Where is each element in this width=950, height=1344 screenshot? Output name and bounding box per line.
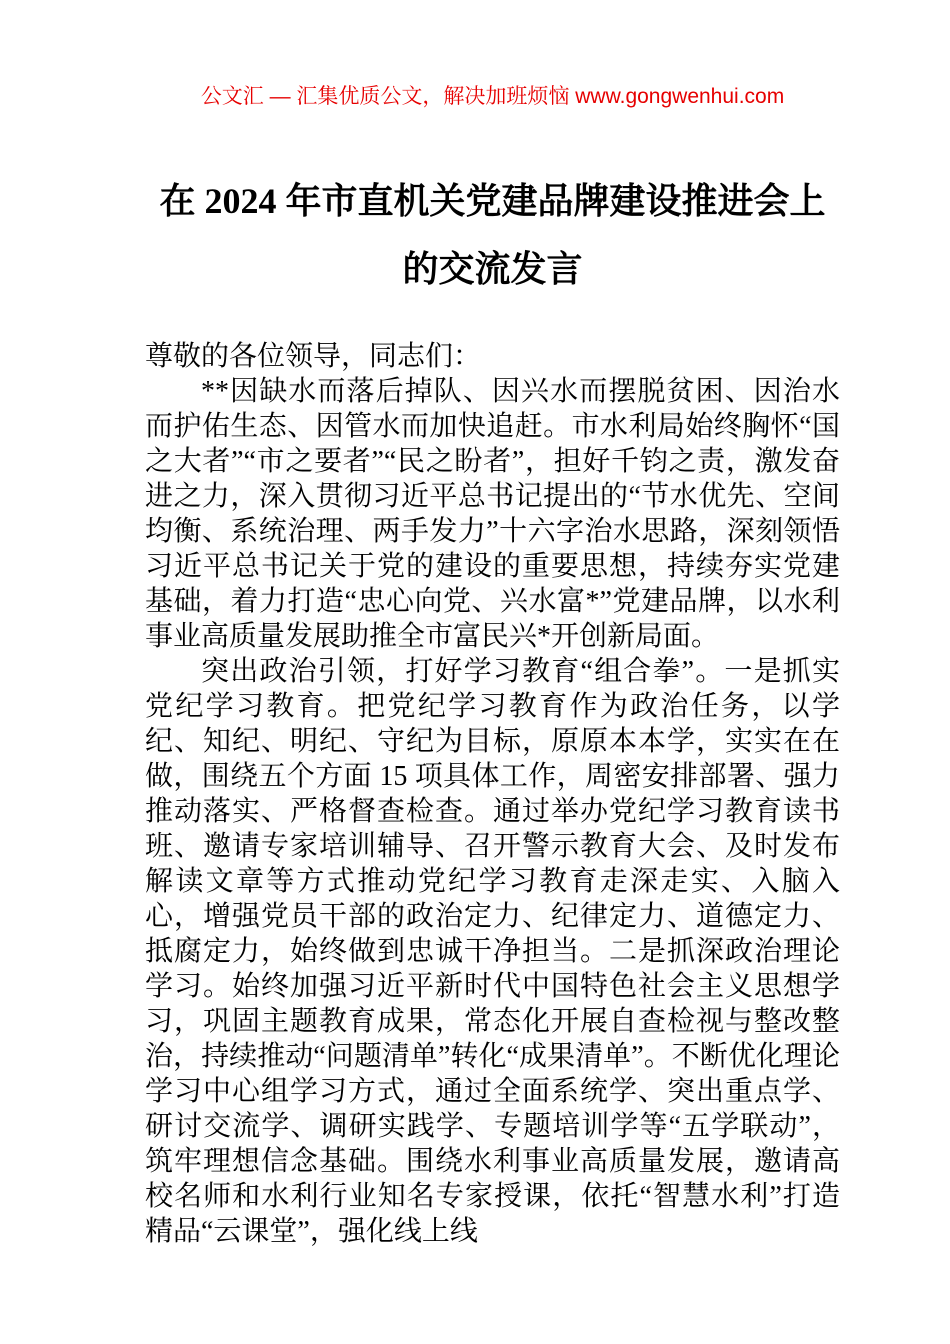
document-title-line-2: 的交流发言 [402,249,583,289]
watermark-header: 公文汇 — 汇集优质公文，解决加班烦恼 www.gongwenhui.com [200,85,785,108]
body-paragraph-2: 突出政治引领，打好学习教育“组合拳”。一是抓实党纪学习教育。把党纪学习教育作为政治任务，以学纪、知纪、明纪、守纪为目标，原原本本学，实实在在做，围绕五个方面 15 项具体工作，周密安排部署、强力推动落实、严格督查检查。通过举办党纪学习教育读书班、邀请专家培训辅导、召开警示教育大会、及时发布解读文章等方式推动党纪学习教育走深走实、入脑入心，增强党员干部的政治定力、纪律定力、道德定力、抵腐定力，始终做到忠诚干净担当。二是抓深政治理论学习。始终加强习近平新时代中国特色社会主义思想学习，巩固主题教育成果，常态化开展自查检视与整改整治，持续推动“问题清单”转化“成果清单”。不断优化理论学习中心组学习方式，通过全面系统学、突出重点学、研讨交流学、调研实践学、专题培训学等“五学联动”，筑牢理想信念基础。围绕水利事业高质量发展，邀请高校名师和水利行业知名专家授课，依托“智慧水利”打造精品“云课堂”，强化线上线 [145,656,840,1247]
salutation: 尊敬的各位领导，同志们： [145,341,482,372]
body-paragraph-1: **因缺水而落后掉队、因兴水而摆脱贫困、因治水而护佑生态、因管水而加快追赶。市水利局始终胸怀“国之大者”“市之要者”“民之盼者”，担好千钧之责，激发奋进之力，深入贯彻习近平总书记提出的“节水优先、空间均衡、系统治理、两手发力”十六字治水思路，深刻领悟习近平总书记关于党的建设的重要思想，持续夯实党建基础，着力打造“忠心向党、兴水富*”党建品牌，以水利事业高质量发展助推全市富民兴*开创新局面。 [145,376,840,652]
document-title [145,167,840,303]
document-title-line-1: 在 2024 年市直机关党建品牌建设推进会上 [159,181,826,221]
document-body [145,339,840,1249]
